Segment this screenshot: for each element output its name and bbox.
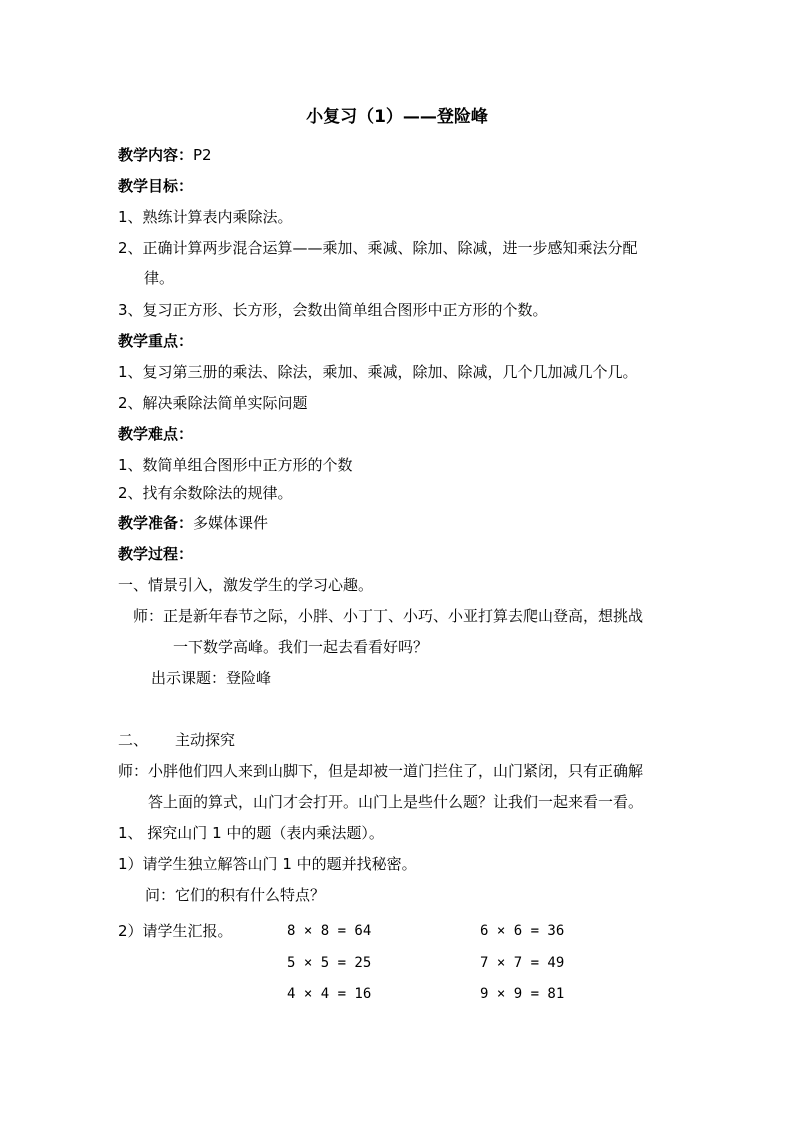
goal-item: 1、熟练计算表内乘除法。 xyxy=(118,208,293,226)
teacher-line-continuation: 一下数学高峰。我们一起去看看好吗？ xyxy=(173,638,429,656)
equation-left: 4 × 4 = 16 xyxy=(287,986,372,1002)
difficult-point: 2、找有余数除法的规律。 xyxy=(118,484,293,502)
content-value: P2 xyxy=(193,146,212,164)
key-point: 1、复习第三册的乘法、除法，乘加、乘减，除加、除减，几个几加减几个几。 xyxy=(118,363,638,381)
difficult-heading: 教学难点： xyxy=(118,425,194,443)
question: 问：它们的积有什么特点？ xyxy=(145,886,326,904)
teacher-line: 师：小胖他们四人来到山脚下，但是却被一道门拦住了，山门紧闭，只有正确解 xyxy=(118,762,644,780)
equation-left: 8 × 8 = 64 xyxy=(287,923,372,939)
goal-item-continuation: 律。 xyxy=(144,269,175,287)
key-heading: 教学重点： xyxy=(118,332,194,350)
step-1: 1）请学生独立解答山门 1 中的题并找秘密。 xyxy=(118,855,417,873)
teacher-line-continuation: 答上面的算式，山门才会打开。山门上是些什么题？让我们一起来看一看。 xyxy=(148,793,644,811)
equation-left: 5 × 5 = 25 xyxy=(287,955,372,971)
show-topic: 出示课题：登险峰 xyxy=(151,669,272,687)
section-1-heading: 一、情景引入，激发学生的学习心趣。 xyxy=(118,576,374,594)
page-title: 小复习（1）——登险峰 xyxy=(306,107,488,127)
prep-label: 教学准备： xyxy=(118,514,194,532)
content-row xyxy=(118,145,212,165)
section-2-title: 主动探究 xyxy=(175,731,236,749)
prep-value: 多媒体课件 xyxy=(193,514,269,532)
equation-right: 6 × 6 = 36 xyxy=(480,923,565,939)
equation-right: 9 × 9 = 81 xyxy=(480,986,565,1002)
key-point: 2、解决乘除法简单实际问题 xyxy=(118,394,308,412)
section-2-number: 二、 xyxy=(118,731,149,749)
equation-right: 7 × 7 = 49 xyxy=(480,955,565,971)
goal-item: 2、正确计算两步混合运算——乘加、乘减、除加、除减，进一步感知乘法分配 xyxy=(118,239,638,257)
difficult-point: 1、数简单组合图形中正方形的个数 xyxy=(118,456,353,474)
prep-row xyxy=(118,513,268,533)
teacher-line: 师：正是新年春节之际，小胖、小丁丁、小巧、小亚打算去爬山登高，想挑战 xyxy=(133,607,644,625)
step-2: 2）请学生汇报。 xyxy=(118,922,233,940)
process-heading: 教学过程： xyxy=(118,545,194,563)
goal-item: 3、复习正方形、长方形，会数出简单组合图形中正方形的个数。 xyxy=(118,301,548,319)
goals-heading: 教学目标： xyxy=(118,177,194,195)
explore-item: 1、 探究山门 1 中的题（表内乘法题）。 xyxy=(118,824,384,842)
content-label: 教学内容： xyxy=(118,146,194,164)
